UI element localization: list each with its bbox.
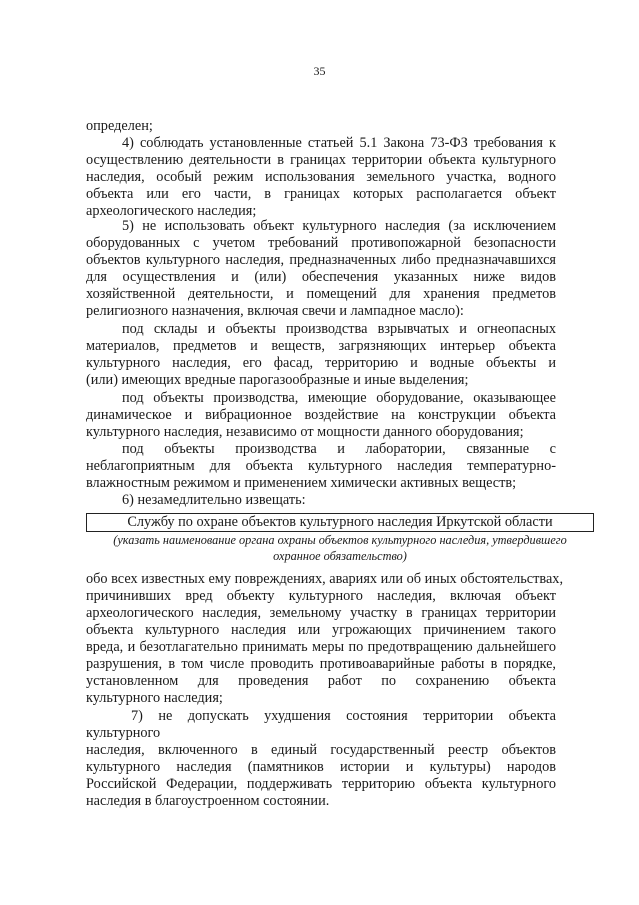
text-line: культурного наследия; <box>86 690 223 706</box>
text-line: объекта культурного наследия или угрожающих причинением такого <box>86 622 556 638</box>
text-line: неблагоприятным для объекта культурного наследия температурно- <box>86 458 556 474</box>
text-line: культурного наследия, независимо от мощности данного оборудования; <box>86 424 524 440</box>
text-line: религиозного назначения, включая свечи и лампадное масло): <box>86 303 464 319</box>
text-line: установленном для проведения работ по сохранению объекта <box>86 673 556 689</box>
text-line: Российской Федерации, поддерживать территорию объекта культурного <box>86 776 556 792</box>
text-line: археологического наследия, земельному участку в границах территории <box>86 605 556 621</box>
text-line: объекта или его части, в границах которых располагается объект <box>86 186 556 202</box>
text-line: археологического наследия; <box>86 203 257 219</box>
text-line: обо всех известных ему повреждениях, авариях или об иных обстоятельствах, <box>86 571 564 587</box>
text-line: культурного <box>86 725 161 741</box>
text-line: материалов, предметов и веществ, загрязняющих интерьер объекта <box>86 338 556 354</box>
text-line: динамическое и вибрационное воздействие на конструкции объекта <box>86 407 556 423</box>
authority-note-line: охранное обязательство) <box>273 549 407 563</box>
text-line: вреда, и безотлагательно принимать меры по предотвращению дальнейшего <box>86 639 556 655</box>
text-line: разрушения, в том числе проводить противоаварийные работы в порядке, <box>86 656 556 672</box>
text-line: под склады и объекты производства взрывчатых и огнеопасных <box>122 321 556 337</box>
text-line: 5) не использовать объект культурного наследия (за исключением <box>122 218 556 234</box>
text-line: причинивших вред объекту культурного наследия, включая объект <box>86 588 556 604</box>
page-number: 35 <box>313 64 326 78</box>
text-line: наследия, особый режим использования земельного участка, водного <box>86 169 556 185</box>
authority-name-box: Службу по охране объектов культурного наследия Иркутской области <box>86 513 594 532</box>
text-line: 7) не допускать ухудшения состояния территории объекта <box>131 708 556 724</box>
text-line: хозяйственной деятельности, и помещений для хранения предметов <box>86 286 556 302</box>
text-line: наследия, включенного в единый государственный реестр объектов <box>86 742 556 758</box>
text-line: культурного наследия, его фасад, территорию и водные объекты и <box>86 355 556 371</box>
text-line: влажностным режимом и применением химически активных веществ; <box>86 475 517 491</box>
text-line: (или) имеющих вредные парогазообразные и иные выделения; <box>86 372 469 388</box>
text-line: определен; <box>86 118 153 134</box>
text-line: 4) соблюдать установленные статьей 5.1 Закона 73-ФЗ требования к <box>122 135 556 151</box>
text-line: осуществлению деятельности в границах территории объекта культурного <box>86 152 556 168</box>
text-line: под объекты производства, имеющие оборудование, оказывающее <box>122 390 556 406</box>
text-line: наследия в благоустроенном состоянии. <box>86 793 330 809</box>
authority-note-line: (указать наименование органа охраны объектов культурного наследия, утвердившего <box>113 533 567 547</box>
text-line: под объекты производства и лаборатории, связанные с <box>122 441 556 457</box>
text-line: объектов культурного наследия, предназначенных либо предназначавшихся <box>86 252 556 268</box>
text-line: 6) незамедлительно извещать: <box>122 492 306 508</box>
text-line: для осуществления и (или) обеспечения указанных ниже видов <box>86 269 556 285</box>
text-line: культурного наследия (памятников истории и культуры) народов <box>86 759 556 775</box>
text-line: оборудованных с учетом требований противопожарной безопасности <box>86 235 556 251</box>
